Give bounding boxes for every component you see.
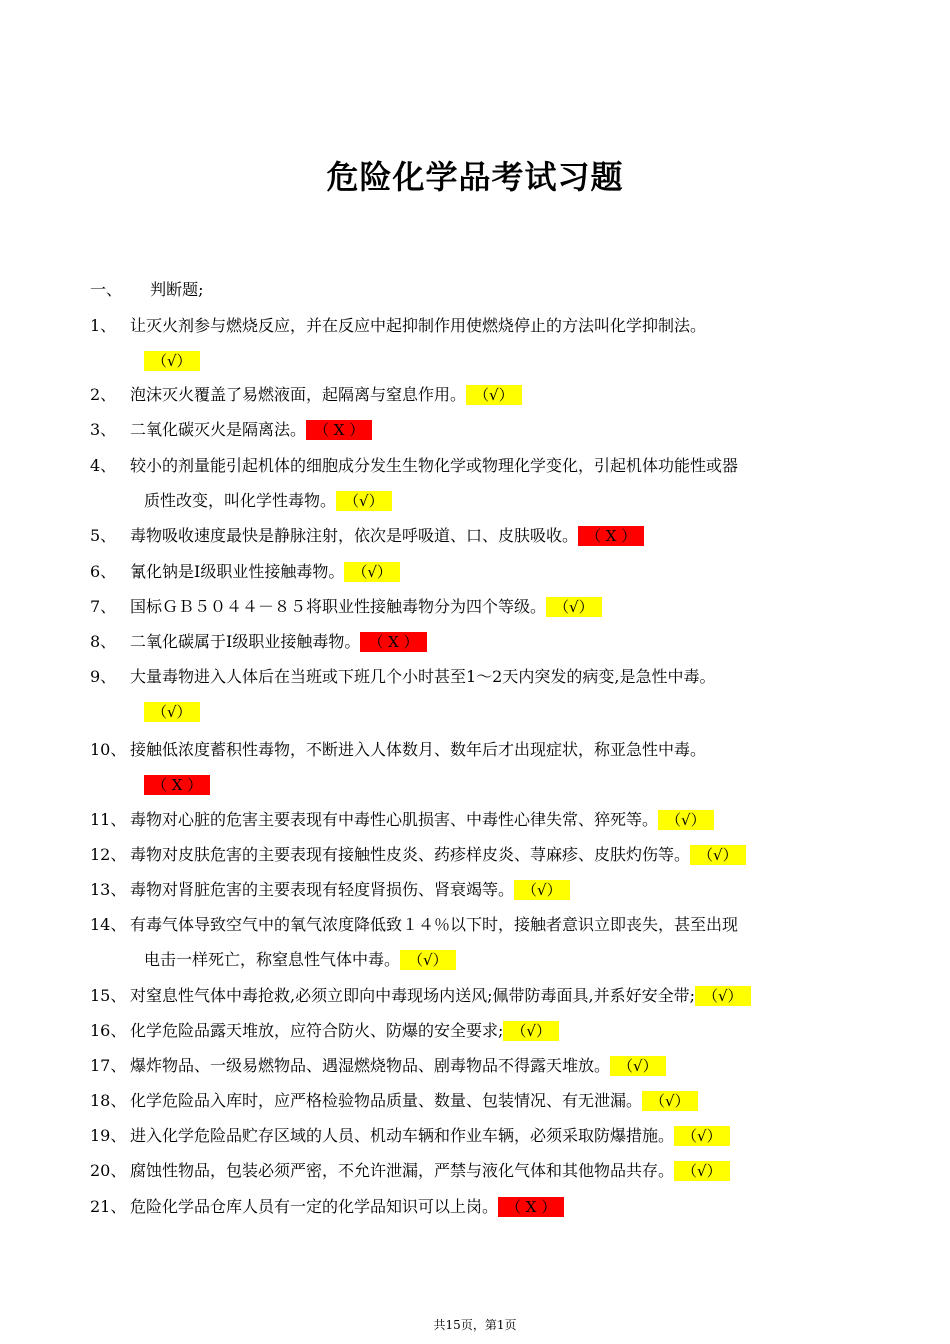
document-title: 危险化学品考试习题 [326,158,624,196]
question-number: 18、 [90,1091,127,1110]
answer-mark: （√） [514,880,570,900]
question-text: 让灭火剂参与燃烧反应，并在反应中起抑制作用使燃烧停止的方法叫化学抑制法。 [130,316,707,335]
question-text: 国标ＧＢ５０４４－８５将职业性接触毒物分为四个等级。 （√） [130,597,602,617]
answer-mark: （√） [503,1021,559,1041]
question-number: 19、 [90,1126,127,1145]
question-text: 较小的剂量能引起机体的细胞成分发生生物化学或物理化学变化，引起机体功能性或器 [130,456,739,475]
question-text: 化学危险品入库时，应严格检验物品质量、数量、包装情况、有无泄漏。 （√） [130,1091,698,1111]
answer-mark: （ X ） [144,775,210,795]
question-text: 毒物吸收速度最快是静脉注射，依次是呼吸道、口、皮肤吸收。 （ X ） [130,526,644,546]
question-text: 毒物对肾脏危害的主要表现有轻度肾损伤、肾衰竭等。 （√） [130,880,570,900]
question-item [90,1126,865,1148]
question-number: 8、 [90,632,117,651]
question-number: 16、 [90,1021,127,1040]
section-heading [90,280,204,300]
question-text: 泡沫灭火覆盖了易燃液面，起隔离与窒息作用。 （√） [130,385,522,405]
answer-mark: （√） [610,1056,666,1076]
answer-mark: （√） [690,845,746,865]
answer-mark: （√） [695,986,751,1006]
answer-mark: （√） [344,562,400,582]
question-number: 11、 [90,810,127,829]
answer-line [144,351,200,371]
answer-mark: （√） [674,1161,730,1181]
answer-mark: （√） [642,1091,698,1111]
question-item [90,845,865,867]
question-item [90,1161,865,1183]
question-number: 14、 [90,915,127,934]
question-item [90,1197,865,1219]
question-number: 6、 [90,562,117,581]
question-text: 氰化钠是Ⅰ级职业性接触毒物。 （√） [130,562,400,582]
question-text: 爆炸物品、一级易燃物品、遇湿燃烧物品、剧毒物品不得露天堆放。 （√） [130,1056,666,1076]
question-text: 化学危险品露天堆放，应符合防火、防爆的安全要求; （√） [130,1021,559,1041]
question-item [90,810,865,832]
question-number: 7、 [90,597,117,616]
question-number: 12、 [90,845,127,864]
answer-mark: （√） [144,702,200,722]
answer-mark: （ X ） [306,420,372,440]
question-text: 危险化学品仓库人员有一定的化学品知识可以上岗。 （ X ） [130,1197,564,1217]
question-number: 20、 [90,1161,127,1180]
section-label: 判断题; [150,280,204,299]
question-number: 17、 [90,1056,127,1075]
question-text-line2: 电击一样死亡，称窒息性气体中毒。 [144,950,401,969]
question-item [90,562,865,584]
question-item [90,420,865,442]
question-item [90,915,865,973]
question-text: 接触低浓度蓄积性毒物，不断进入人体数月、数年后才出现症状，称亚急性中毒。 [130,740,707,759]
question-item [90,667,865,725]
question-item [90,526,865,548]
answer-mark: （ X ） [498,1197,564,1217]
question-number: 5、 [90,526,117,545]
question-item [90,632,865,654]
question-text: 大量毒物进入人体后在当班或下班几个小时甚至1～2天内突发的病变,是急性中毒。 [130,667,716,686]
question-number: 15、 [90,986,127,1005]
question-text: 毒物对皮肤危害的主要表现有接触性皮炎、药疹样皮炎、荨麻疹、皮肤灼伤等。 （√） [130,845,746,865]
question-item [90,1021,865,1043]
question-text-continued [144,950,456,970]
question-item [90,316,865,374]
question-text: 进入化学危险品贮存区域的人员、机动车辆和作业车辆，必须采取防爆措施。 （√） [130,1126,730,1146]
question-number: 21、 [90,1197,127,1216]
question-text: 有毒气体导致空气中的氧气浓度降低致１４％以下时，接触者意识立即丧失，甚至出现 [130,915,739,934]
answer-line [144,775,210,795]
answer-mark: （√） [336,491,392,511]
answer-mark: （√） [546,597,602,617]
question-number: 9、 [90,667,117,686]
page-footer: 共15页，第1页 [433,1318,517,1332]
question-item [90,986,865,1008]
section-number: 一、 [90,280,123,299]
question-number: 1、 [90,316,117,335]
question-item [90,880,865,902]
question-text: 腐蚀性物品，包装必须严密，不允许泄漏，严禁与液化气体和其他物品共存。 （√） [130,1161,730,1181]
question-item [90,385,865,407]
answer-line [144,702,200,722]
question-text: 二氧化碳属于Ⅰ级职业接触毒物。 （ X ） [130,632,427,652]
answer-mark: （√） [658,810,714,830]
answer-mark: （√） [466,385,522,405]
question-number: 3、 [90,420,117,439]
question-number: 4、 [90,456,117,475]
question-number: 13、 [90,880,127,899]
question-item [90,1056,865,1078]
question-text-continued [144,491,392,511]
question-item [90,456,865,514]
question-text: 毒物对心脏的危害主要表现有中毒性心肌损害、中毒性心律失常、猝死等。 （√） [130,810,714,830]
answer-mark: （ X ） [360,632,426,652]
question-text: 对窒息性气体中毒抢救,必须立即向中毒现场内送风;佩带防毒面具,并系好安全带; （√） [130,986,751,1006]
question-item [90,1091,865,1113]
question-item [90,740,865,798]
answer-mark: （√） [674,1126,730,1146]
answer-mark: （√） [400,950,456,970]
answer-mark: （ X ） [578,526,644,546]
question-text: 二氧化碳灭火是隔离法。 （ X ） [130,420,372,440]
question-item [90,597,865,619]
answer-mark: （√） [144,351,200,371]
question-text-line2: 质性改变，叫化学性毒物。 [144,491,337,510]
question-number: 10、 [90,740,127,759]
question-number: 2、 [90,385,117,404]
